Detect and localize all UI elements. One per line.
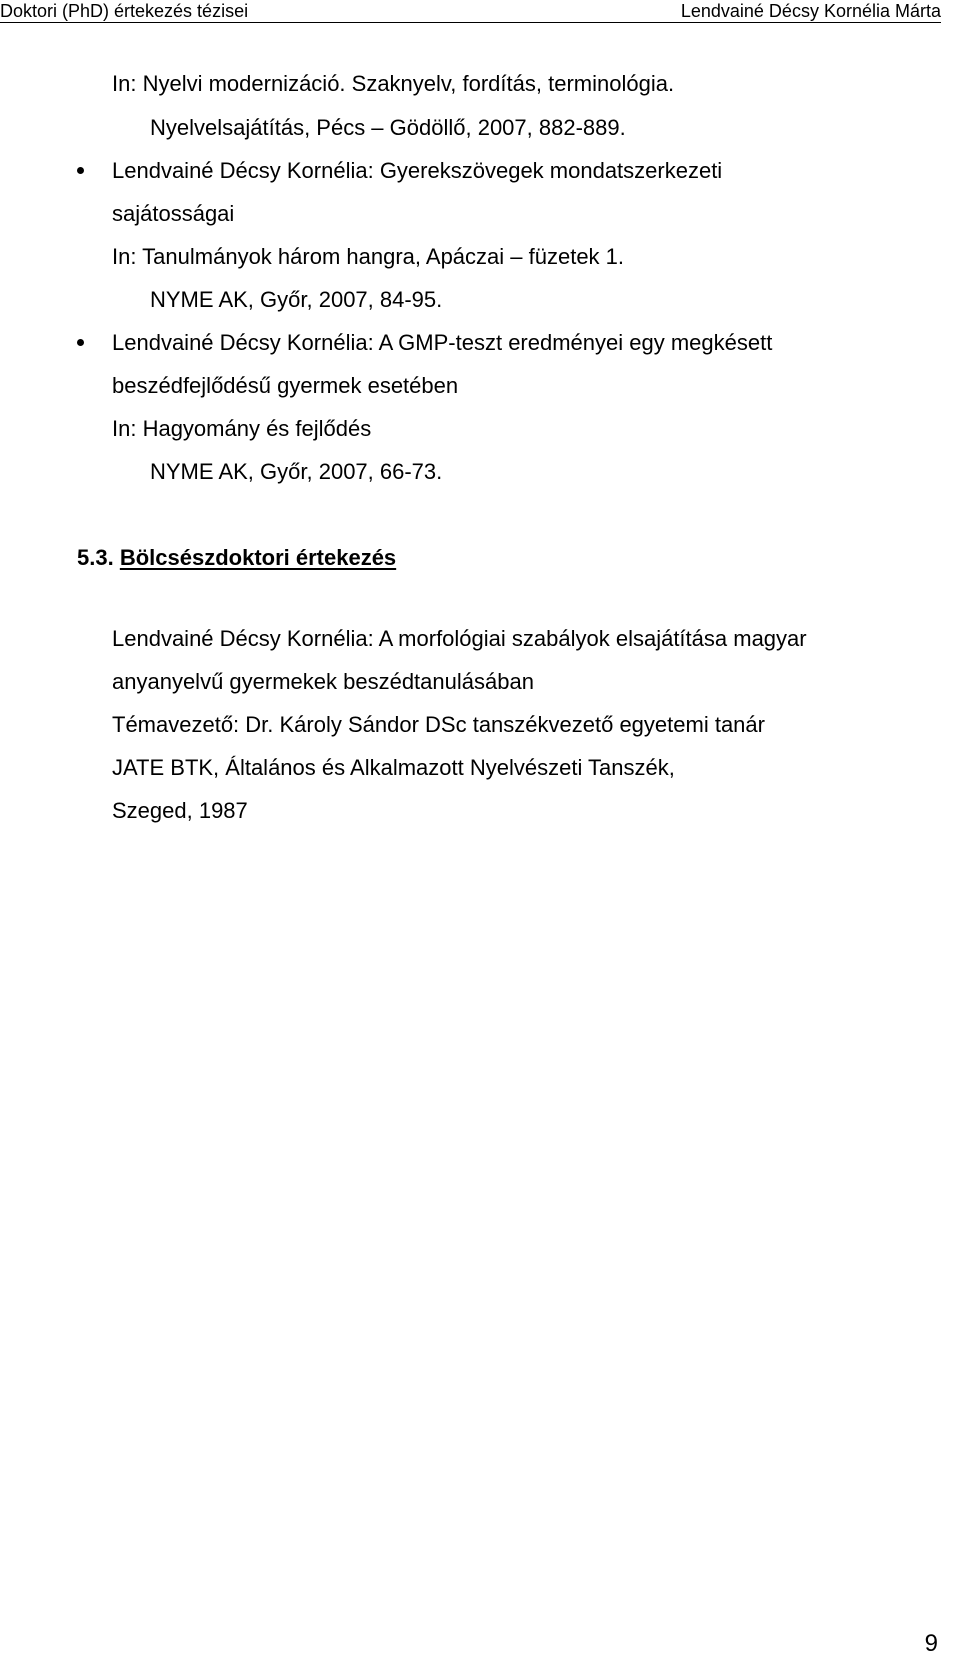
bullet-icon	[77, 339, 84, 346]
publication-title-continued: sajátosságai	[112, 201, 235, 226]
dissertation-institution: JATE BTK, Általános és Alkalmazott Nyelvészeti Tanszék,	[112, 755, 675, 780]
publication-publisher-line: NYME AK, Győr, 2007, 66-73.	[150, 459, 443, 484]
header-rule	[0, 22, 941, 23]
page-header	[0, 0, 941, 22]
dissertation-place-year: Szeged, 1987	[112, 798, 248, 823]
section-title: Bölcsészdoktori értekezés	[119, 545, 397, 570]
publication-author-title: Lendvainé Décsy Kornélia: Gyerekszövegek mondatszerkezeti	[112, 158, 723, 183]
publication-title-continued: beszédfejlődésű gyermek esetében	[112, 373, 459, 398]
header-document-title: Doktori (PhD) értekezés tézisei	[0, 1, 249, 21]
section-number: 5.3.	[77, 545, 114, 570]
publication-in-line: In: Tanulmányok három hangra, Apáczai – füzetek 1.	[112, 244, 625, 269]
publication-publisher-line: Nyelvelsajátítás, Pécs – Gödöllő, 2007, 882-889.	[150, 115, 626, 140]
bullet-icon	[77, 167, 84, 174]
publication-in-line: In: Nyelvi modernizáció. Szaknyelv, fordítás, terminológia.	[112, 71, 675, 96]
dissertation-title-continued: anyanyelvű gyermekek beszédtanulásában	[112, 669, 534, 694]
dissertation-author-title: Lendvainé Décsy Kornélia: A morfológiai szabályok elsajátítása magyar	[112, 626, 807, 651]
dissertation-supervisor: Témavezető: Dr. Károly Sándor DSc tanszékvezető egyetemi tanár	[112, 712, 765, 737]
publication-in-line: In: Hagyomány és fejlődés	[112, 416, 372, 441]
publication-publisher-line: NYME AK, Győr, 2007, 84-95.	[150, 287, 443, 312]
header-author-name: Lendvainé Décsy Kornélia Márta	[680, 1, 941, 21]
publication-author-title: Lendvainé Décsy Kornélia: A GMP-teszt eredményei egy megkésett	[112, 330, 773, 355]
section-heading	[77, 545, 396, 571]
page-number: 9	[924, 1630, 938, 1657]
